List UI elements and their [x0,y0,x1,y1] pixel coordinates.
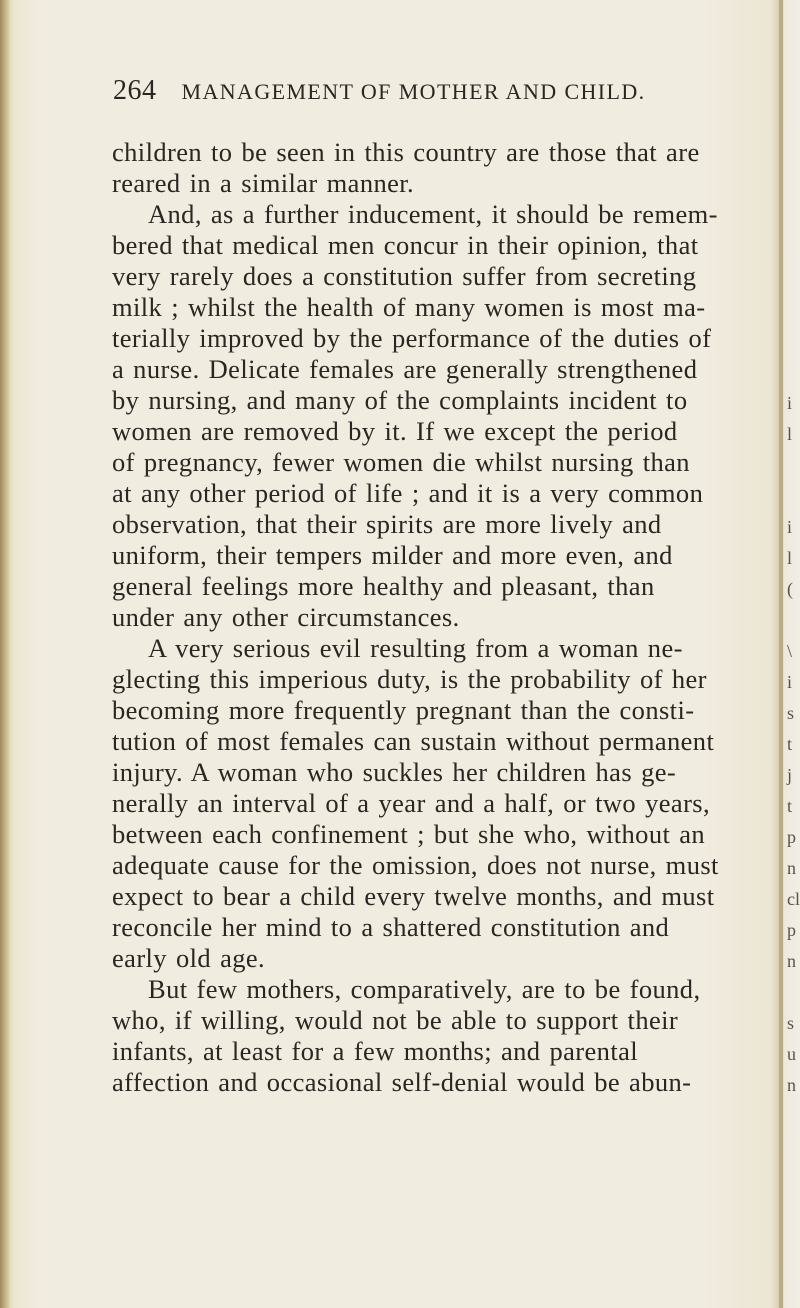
facing-page-fragment: i [787,672,793,692]
facing-page-fragment: n [787,951,796,971]
text-line: affection and occasional self-denial would be abun- [112,1067,692,1097]
facing-page-fragment: u [787,1044,796,1064]
text-line: between each confinement ; but she who, without an [112,819,706,849]
text-line: observation, that their spirits are more lively and [112,509,662,539]
text-line: adequate cause for the omission, does not nurse, must [112,850,719,880]
text-line: And, as a further inducement, it should be remem- [148,199,718,229]
facing-page-fragment: s [787,703,795,723]
facing-page-fragment: cl [787,889,800,909]
text-line: injury. A woman who suckles her children has ge- [112,757,677,787]
facing-page-fragment: l [787,424,793,444]
text-line: at any other period of life ; and it is a very common [112,478,704,508]
facing-page-fragment: j [787,765,793,785]
text-line: But few mothers, comparatively, are to be found, [148,974,701,1004]
facing-page-fragment: s [787,1013,795,1033]
text-line: terially improved by the performance of the duties of [112,323,712,353]
text-line: uniform, their tempers milder and more even, and [112,540,673,570]
text-line: bered that medical men concur in their opinion, that [112,230,699,260]
facing-page-fragment: i [787,393,793,413]
facing-page-fragment: p [787,827,796,847]
facing-page-fragment: \ [787,641,793,661]
text-line: glecting this imperious duty, is the probability of her [112,664,707,694]
facing-page-fragment: n [787,1075,796,1095]
text-line: a nurse. Delicate females are generally strengthened [112,354,698,384]
page-number: 264 [113,75,157,106]
text-line: under any other circumstances. [112,602,460,632]
text-line: becoming more frequently pregnant than the consti- [112,695,695,725]
text-line: women are removed by it. If we except the period [112,416,678,446]
facing-page-fragment: n [787,858,796,878]
text-line: A very serious evil resulting from a woman ne- [148,633,683,663]
text-line: of pregnancy, fewer women die whilst nursing than [112,447,690,477]
text-line: infants, at least for a few months; and parental [112,1036,639,1066]
text-line: by nursing, and many of the complaints incident to [112,385,688,415]
facing-page-fragment: t [787,734,793,754]
facing-page-fragments [784,0,800,1308]
page-gutter [779,0,783,1308]
text-line: milk ; whilst the health of many women is most ma- [112,292,706,322]
text-line: reared in a similar manner. [112,168,415,198]
running-title: MANAGEMENT OF MOTHER AND CHILD. [181,79,646,104]
text-line: expect to bear a child every twelve months, and must [112,881,715,911]
text-line: children to be seen in this country are those that are [112,137,700,167]
facing-page-fragment: i [787,517,793,537]
text-line: very rarely does a constitution suffer from secreting [112,261,697,291]
facing-page-fragment: p [787,920,796,940]
facing-page-fragment: l [787,548,793,568]
text-line: general feelings more healthy and pleasant, than [112,571,655,601]
text-line: reconcile her mind to a shattered constitution and [112,912,670,942]
text-line: early old age. [112,943,266,973]
text-line: nerally an interval of a year and a half, or two years, [112,788,711,818]
text-line: who, if willing, would not be able to support their [112,1005,679,1035]
text-line: tution of most females can sustain without permanent [112,726,715,756]
facing-page-fragment: ( [787,579,793,599]
facing-page-fragment: t [787,796,793,816]
